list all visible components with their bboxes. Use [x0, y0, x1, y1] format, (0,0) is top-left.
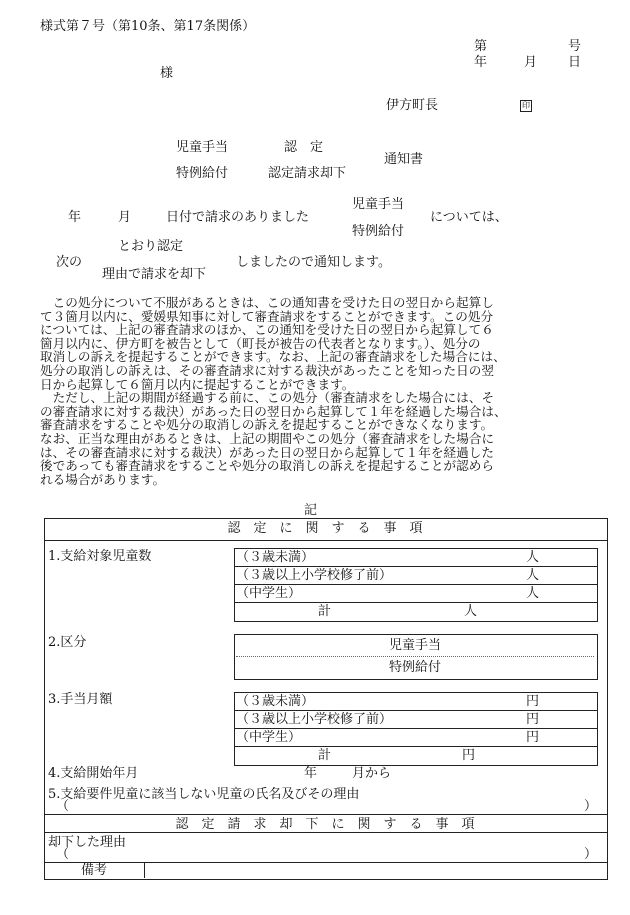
body-end: しましたので通知します。	[236, 255, 391, 270]
title-option-jidou: 児童手当	[176, 140, 229, 155]
divider	[234, 602, 597, 603]
notice-line: れる場合があります。	[40, 471, 166, 487]
item3-label: 3.手当月額	[48, 692, 113, 707]
divider	[234, 710, 597, 711]
child-count-total-unit: 人	[464, 604, 478, 619]
allowance-total-label: 計	[318, 748, 332, 763]
notice-line: て３箇月以内に、愛媛県知事に対して審査請求をすることができます。この処分	[40, 308, 494, 324]
child-count-row-label: （中学生）	[236, 586, 302, 601]
seal-mark: 印	[522, 101, 530, 110]
title-suffix: 通知書	[384, 152, 424, 167]
doc-number-label: 第	[474, 39, 488, 54]
addressee-suffix: 様	[160, 66, 174, 81]
allowance-row-unit: 円	[526, 712, 540, 727]
body-option-kyakka: 理由で請求を却下	[102, 267, 207, 282]
ki-heading: 記	[304, 503, 318, 518]
allowance-row-unit: 円	[526, 730, 540, 745]
item4-label: 4.支給開始年月	[48, 766, 139, 781]
title-option-tokurei: 特例給付	[176, 166, 229, 181]
reject-paren-open: （	[56, 847, 70, 862]
issuer: 伊方町長	[386, 98, 439, 113]
notice-line: 取消しの訴えを提起することができます。なお、上記の審査請求をした場合には、	[40, 349, 506, 365]
doc-number-suffix: 号	[568, 39, 582, 54]
body-option-nintei: とおり認定	[118, 239, 184, 254]
child-count-row-label: （３歳以上小学校修了前）	[236, 568, 393, 583]
item4-month: 月から	[352, 766, 392, 781]
body-day-phrase: 日付で請求のありました	[166, 210, 310, 225]
body-year: 年	[68, 210, 82, 225]
date-day: 日	[568, 55, 582, 70]
divider	[44, 832, 607, 833]
title-option-nintei: 認 定	[284, 140, 324, 155]
notice-line: 審査請求をすることや処分の取消しの訴えを提起することができなくなります。	[40, 417, 494, 433]
child-count-total-label: 計	[318, 604, 332, 619]
notice-line: この処分について不服があるときは、この通知書を受けた日の翌日から起算し	[40, 295, 494, 310]
divider	[44, 862, 607, 863]
divider	[234, 584, 597, 585]
notice-line: 後であっても審査請求をすることや処分の取消しの訴えを提起することが認めら	[40, 458, 494, 474]
divider	[44, 814, 607, 815]
child-count-row-unit: 人	[526, 568, 540, 583]
notice-line: 日から起算して６箇月以内に提起することができます。	[40, 376, 355, 392]
section-header-kyakka: 認 定 請 求 却 下 に 関 す る 事 項	[175, 817, 475, 832]
dotted-divider	[236, 656, 594, 657]
child-count-row-label: （３歳未満）	[236, 550, 315, 565]
allowance-total-unit: 円	[462, 748, 476, 763]
item5-paren-close: ）	[584, 799, 598, 814]
remarks-label: 備考	[80, 863, 107, 878]
divider	[234, 728, 597, 729]
reject-reason-label: 却下した理由	[48, 835, 127, 850]
child-count-row-unit: 人	[526, 550, 540, 565]
date-year: 年	[474, 55, 488, 70]
body-option-jidou: 児童手当	[352, 197, 405, 212]
category-option-jidou: 児童手当	[388, 638, 441, 653]
notice-line: 箇月以内に、伊方町を被告として（町長が被告の代表者となります。）、処分の	[40, 335, 481, 351]
divider	[144, 862, 145, 878]
divider	[44, 540, 607, 541]
allowance-row-label: （３歳以上小学校修了前）	[236, 712, 393, 727]
form-number: 様式第７号（第10条、第17条関係）	[40, 19, 256, 34]
section-header-nintei: 認 定 に 関 す る 事 項	[227, 521, 423, 536]
title-option-kyakka: 認定請求却下	[268, 166, 347, 181]
notice-line: 処分の取消しの訴えは、その審査請求に対する裁決があったことを知った日の翌	[40, 362, 494, 378]
divider	[234, 746, 597, 747]
allowance-row-label: （中学生）	[236, 730, 302, 745]
appeal-notice	[40, 296, 608, 486]
body-option-tokurei: 特例給付	[352, 224, 405, 239]
notice-line: については、上記の審査請求のほか、この通知を受けた日の翌日から起算して６	[40, 322, 494, 338]
child-count-row-unit: 人	[526, 586, 540, 601]
item1-label: 1.支給対象児童数	[48, 549, 152, 564]
reject-paren-close: ）	[584, 847, 598, 862]
category-option-tokurei: 特例給付	[388, 660, 441, 675]
allowance-row-unit: 円	[526, 694, 540, 709]
notice-line: の審査請求に対する裁決）があった日の翌日から起算して１年を経過した場合は、	[40, 403, 507, 419]
item2-label: 2.区分	[48, 635, 87, 650]
divider	[234, 566, 597, 567]
notice-line: は、その審査請求に対する裁決）があった日の翌日から起算して１年を経過した	[40, 444, 494, 460]
body-tail: については、	[430, 210, 508, 225]
allowance-row-label: （３歳未満）	[236, 694, 315, 709]
notice-line: なお、正当な理由があるときは、上記の期間やこの処分（審査請求をした場合に	[40, 430, 495, 446]
date-month: 月	[524, 55, 538, 70]
item4-year: 年	[304, 766, 318, 781]
body-next: 次の	[56, 255, 83, 270]
item5-paren-open: （	[56, 799, 70, 814]
notice-line: ただし、上記の期間が経過する前に、この処分（審査請求をした場合には、そ	[40, 390, 495, 406]
body-month: 月	[118, 210, 132, 225]
item5-label: 5.支給要件児童に該当しない児童の氏名及びその理由	[48, 787, 360, 802]
